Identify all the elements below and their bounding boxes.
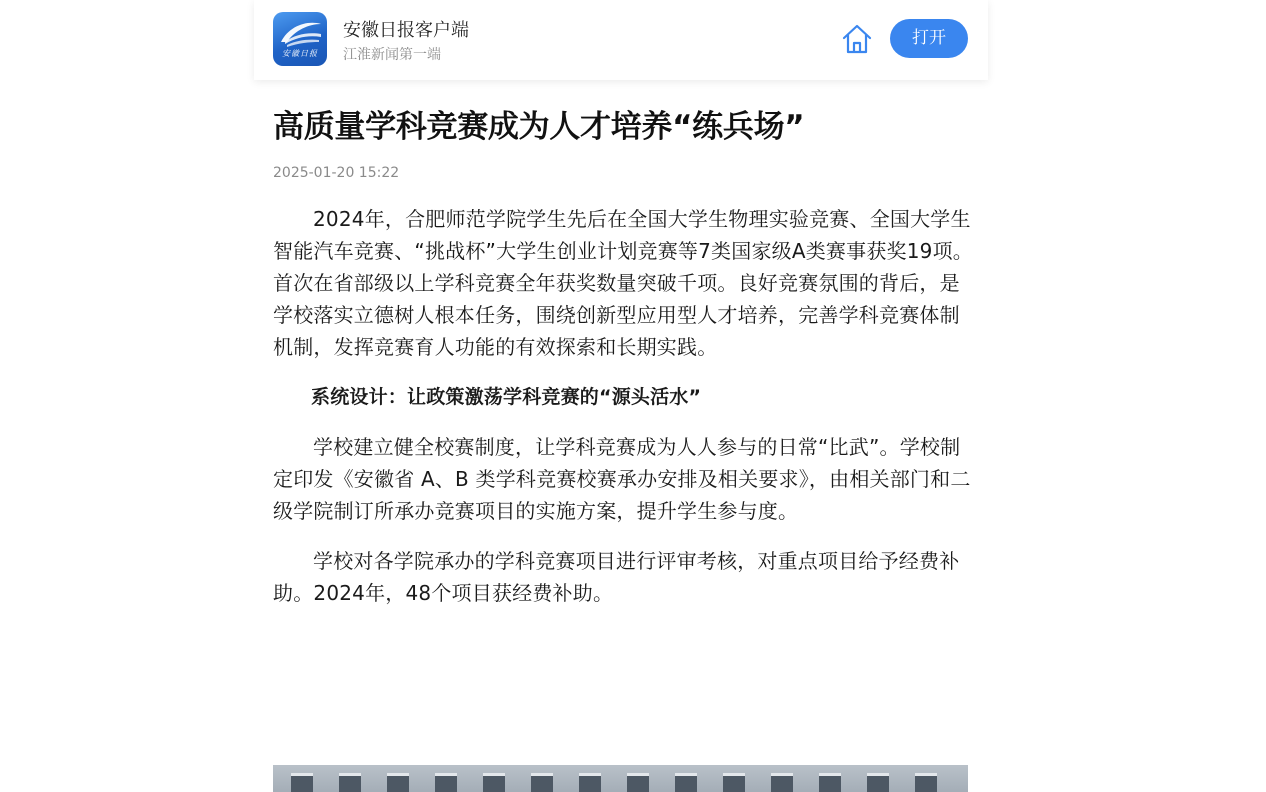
article-body: [273, 203, 973, 609]
app-logo[interactable]: [273, 12, 327, 66]
section-heading: 系统设计：让政策激荡学科竞赛的“源头活水”: [311, 386, 702, 408]
article-photo[interactable]: [273, 765, 968, 792]
logo-text: 安徽日报: [282, 49, 318, 58]
app-tagline: 江淮新闻第一端: [343, 47, 441, 63]
paragraph: 学校对各学院承办的学科竞赛项目进行评审考核，对重点项目给予经费补助。2024年，48个项目获经费补助。: [273, 549, 960, 605]
article: [273, 95, 973, 627]
publish-time: 2025-01-20 15:22: [273, 165, 400, 181]
app-banner: [254, 0, 988, 80]
app-name: 安徽日报客户端: [343, 20, 469, 41]
paragraph: 2024年，合肥师范学院学生先后在全国大学生物理实验竞赛、全国大学生智能汽车竞赛、“挑战杯”大学生创业计划竞赛等7类国家级A类赛事获奖19项。首次在省部级以上学科竞赛全年获奖数量突破千项。良好竞赛氛围的背后，是学校落实立德树人根本任务，围绕创新型应用型人才培养，完善学科竞赛体制机制，发挥竞赛育人功能的有效探索和长期实践。: [273, 207, 973, 359]
paragraph: 学校建立健全校赛制度，让学科竞赛成为人人参与的日常“比武”。学校制定印发《安徽省 A、B 类学科竞赛校赛承办安排及相关要求》，由相关部门和二级学院制订所承办竞赛项目的实施方案，提升学生参与度。: [273, 435, 971, 523]
home-icon[interactable]: [840, 22, 874, 56]
article-title: 高质量学科竞赛成为人才培养“练兵场”: [273, 109, 805, 145]
open-app-button[interactable]: 打开: [890, 19, 968, 58]
